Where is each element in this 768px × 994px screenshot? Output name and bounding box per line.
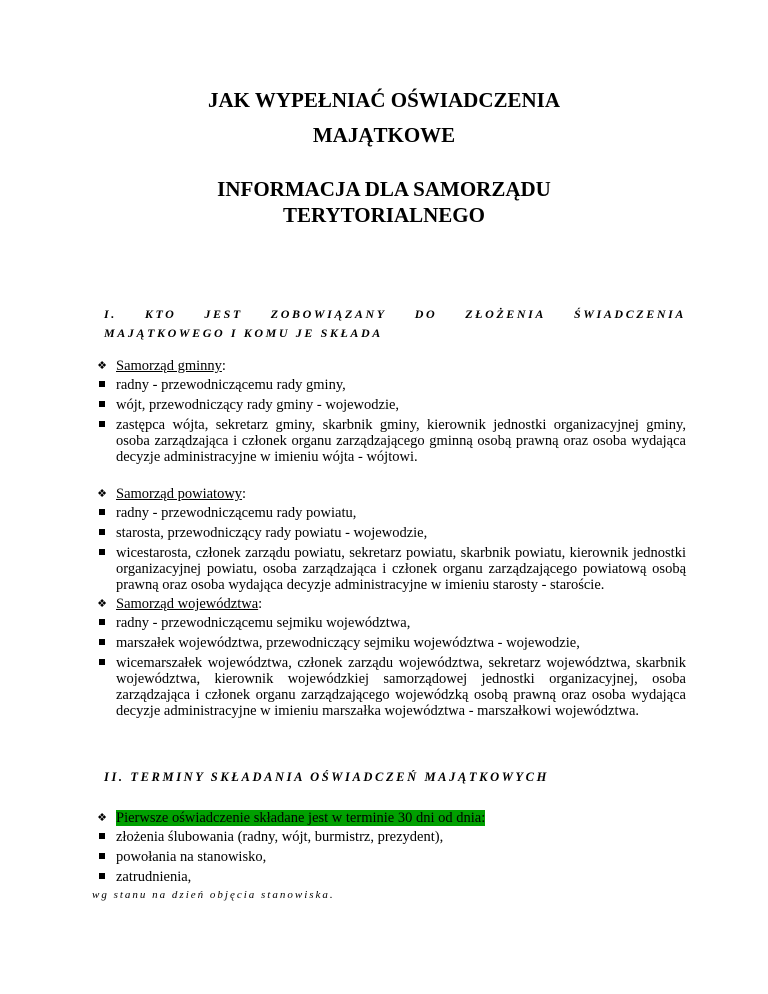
document-title-line-2: MAJĄTKOWE bbox=[312, 123, 456, 147]
list-item-text: radny - przewodniczącemu rady powiatu, bbox=[116, 505, 357, 521]
document-subtitle-line-1: INFORMACJA DLA SAMORZĄDU bbox=[217, 177, 551, 201]
list-item bbox=[92, 397, 686, 413]
list-item-highlighted bbox=[92, 810, 686, 826]
square-bullet-icon bbox=[95, 417, 109, 433]
heading-word: ZOBOWIĄZANY bbox=[270, 307, 387, 321]
list-item bbox=[92, 505, 686, 521]
list-item-text: zastępca wójta, sekretarz gminy, skarbnik gminy, kierownik jednostki organizacyjnej gminy, osoba zarządzająca i członek organu zarządzającego gminną osobą prawną oraz osoba wydająca decyzje administracyjne w imieniu wójta - wójtowi. bbox=[116, 417, 686, 465]
square-bullet-icon bbox=[95, 849, 109, 865]
list-item bbox=[92, 869, 686, 885]
list-item-text: powołania na stanowisko, bbox=[116, 849, 267, 865]
list-item bbox=[92, 545, 686, 593]
section-2-list bbox=[92, 810, 686, 889]
square-bullet-icon bbox=[95, 829, 109, 845]
heading-word: JEST bbox=[204, 307, 243, 321]
square-bullet-icon bbox=[95, 635, 109, 651]
heading-word: KTO bbox=[144, 307, 177, 321]
group-title: Samorząd gminny bbox=[116, 358, 222, 374]
group-powiatowy-list bbox=[92, 486, 686, 597]
list-item bbox=[92, 849, 686, 865]
list-item-text: starosta, przewodniczący rady powiatu - wojewodzie, bbox=[116, 525, 428, 541]
list-item bbox=[92, 615, 686, 631]
square-bullet-icon bbox=[95, 545, 109, 561]
group-wojewodztwa-list bbox=[92, 596, 686, 723]
list-item-text: radny - przewodniczącemu sejmiku województwa, bbox=[116, 615, 411, 631]
list-item: ❖ Samorząd gminny: bbox=[92, 358, 686, 374]
list-item bbox=[92, 377, 686, 393]
square-bullet-icon bbox=[95, 377, 109, 393]
list-item bbox=[92, 829, 686, 845]
heading-word: ZŁOŻENIA bbox=[465, 307, 547, 321]
list-item-text: zatrudnienia, bbox=[116, 869, 192, 885]
diamond-bullet-icon: ❖ bbox=[97, 811, 107, 824]
square-bullet-icon bbox=[95, 655, 109, 671]
list-item-text: radny - przewodniczącemu rady gminy, bbox=[116, 377, 346, 393]
document-subtitle-line-2: TERYTORIALNEGO bbox=[283, 203, 485, 227]
diamond-bullet-icon: ❖ bbox=[97, 597, 107, 610]
group-gminny-list bbox=[92, 358, 686, 469]
document-title-line-1: JAK WYPEŁNIAĆ OŚWIADCZENIA bbox=[208, 88, 560, 112]
section-2-heading: II. TERMINY SKŁADANIA OŚWIADCZEŃ MAJĄTKOWYCH bbox=[104, 770, 549, 784]
section-1-heading bbox=[104, 305, 686, 343]
group-title: Samorząd województwa bbox=[116, 596, 259, 612]
square-bullet-icon bbox=[95, 869, 109, 885]
section-2-lead-text: Pierwsze oświadczenie składane jest w terminie 30 dni od dnia: bbox=[116, 810, 486, 826]
list-item bbox=[92, 525, 686, 541]
square-bullet-icon bbox=[95, 397, 109, 413]
stan-note: wg stanu na dzień objęcia stanowiska. bbox=[92, 889, 335, 901]
diamond-bullet-icon: ❖ bbox=[97, 487, 107, 500]
list-item bbox=[92, 655, 686, 719]
heading-word: DO bbox=[414, 307, 438, 321]
square-bullet-icon bbox=[95, 525, 109, 541]
heading-word: ŚWIADCZENIA bbox=[574, 307, 686, 321]
list-item bbox=[92, 417, 686, 465]
list-item-text: złożenia ślubowania (radny, wójt, burmistrz, prezydent), bbox=[116, 829, 444, 845]
list-item-text: marszałek województwa, przewodniczący sejmiku województwa - wojewodzie, bbox=[116, 635, 580, 651]
square-bullet-icon bbox=[95, 615, 109, 631]
list-item-text: wicemarszałek województwa, członek zarządu województwa, sekretarz województwa, skarbnik województwa, kierownik wojewódzkiej samorządowej jednostki organizacyjnej, osoba zarządzająca i członek organu zarządzającego wojewódzką osobą prawną oraz osoba wydająca decyzje administracyjne w imieniu marszałka województwa - marszałkowi województwa. bbox=[116, 655, 686, 719]
highlight-marker bbox=[97, 810, 486, 826]
section-1-heading-line-1 bbox=[104, 305, 686, 324]
list-item-text: wójt, przewodniczący rady gminy - wojewodzie, bbox=[116, 397, 400, 413]
list-item: ❖ Samorząd województwa: bbox=[92, 596, 686, 612]
list-item bbox=[92, 635, 686, 651]
diamond-bullet-icon: ❖ bbox=[97, 359, 107, 372]
heading-word: I. bbox=[104, 307, 117, 321]
square-bullet-icon bbox=[95, 505, 109, 521]
section-1-heading-line-2: MAJĄTKOWEGO I KOMU JE SKŁADA bbox=[104, 326, 383, 340]
list-item: ❖ Samorząd powiatowy: bbox=[92, 486, 686, 502]
list-item-text: wicestarosta, członek zarządu powiatu, sekretarz powiatu, skarbnik powiatu, kierownik jednostki organizacyjnej powiatu, osoba zarządzająca i członek organu zarządzającego powiatową osobą prawną oraz osoba wydająca decyzje administracyjne w imieniu starosty - staroście. bbox=[116, 545, 686, 593]
group-title: Samorząd powiatowy bbox=[116, 486, 243, 502]
